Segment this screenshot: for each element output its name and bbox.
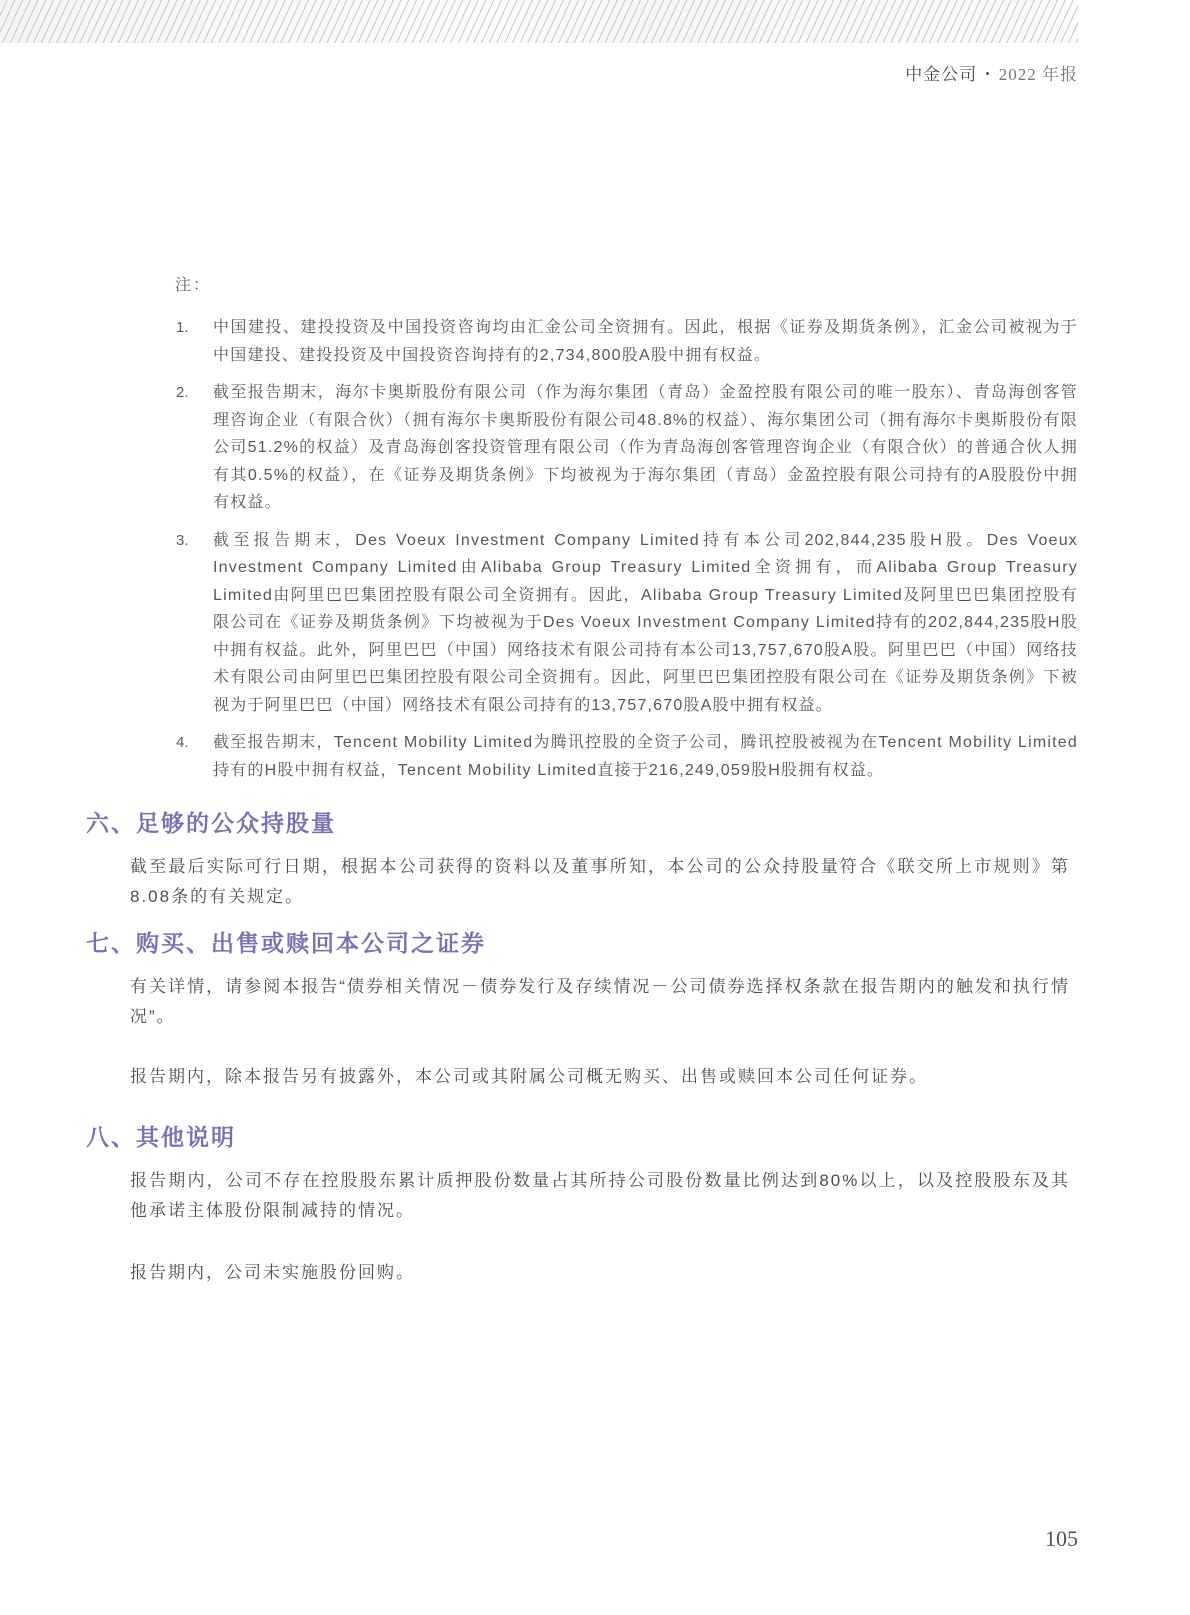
section-paragraph: 报告期内，公司未实施股份回购。 (130, 1263, 415, 1282)
section-heading-8: 八、其他说明 (86, 1124, 236, 1150)
section-paragraph: 报告期内，除本报告另有披露外，本公司或其附属公司概无购买、出售或赎回本公司任何证券。 (130, 1067, 928, 1086)
company-name: 中金公司 (905, 65, 978, 84)
page-number: 105 (1045, 1526, 1078, 1551)
notes-block (86, 276, 1078, 784)
section-heading-6: 六、足够的公众持股量 (86, 810, 336, 836)
note-item-4 (86, 729, 1078, 784)
header-bullet: • (985, 66, 991, 81)
note-number: 3. (176, 531, 189, 549)
note-item-1 (86, 314, 1078, 369)
report-edition: 2022 年报 (998, 65, 1078, 84)
note-text: 截至报告期末，海尔卡奥斯股份有限公司（作为海尔集团（青岛）金盈控股有限公司的唯一股东）、青岛海创客管理咨询企业（有限合伙）（拥有海尔卡奥斯股份有限公司48.8%的权益）、海尔集团公司（拥有海尔卡奥斯股份有限公司51.2%的权益）及青岛海创客投资管理有限公司（作为青岛海创客管理咨询企业（有限合伙）的普通合伙人拥有其0.5%的权益），在《证券及期货条例》下均被视为于海尔集团（青岛）金盈控股有限公司持有的A股股份中拥有权益。 (213, 384, 1078, 511)
note-text: 截至报告期末，Tencent Mobility Limited为腾讯控股的全资子公司，腾讯控股被视为在Tencent Mobility Limited持有的H股中拥有权益，Tencent Mobility Limited直接于216,249,059股H股拥有权益。 (213, 734, 1078, 779)
section-other-notes (86, 1122, 1078, 1288)
note-item-2 (86, 379, 1078, 517)
notes-label: 注： (175, 277, 212, 294)
note-text: 中国建投、建投投资及中国投资咨询均由汇金公司全资拥有。因此，根据《证券及期货条例》，汇金公司被视为于中国建投、建投投资及中国投资咨询持有的2,734,800股A股中拥有权益。 (213, 319, 1078, 364)
page-header (905, 60, 1078, 85)
main-content (86, 276, 1078, 1288)
section-heading-7: 七、购买、出售或赎回本公司之证券 (86, 930, 486, 956)
note-item-3 (86, 527, 1078, 720)
section-paragraph: 报告期内，公司不存在控股股东累计质押股份数量占其所持公司股份数量比例达到80%以上，以及控股股东及其他承诺主体股份限制减持的情况。 (130, 1171, 1070, 1220)
hatched-banner (0, 0, 1078, 43)
section-sufficient-public-float (86, 808, 1078, 912)
section-paragraph: 截至最后实际可行日期，根据本公司获得的资料以及董事所知，本公司的公众持股量符合《联交所上市规则》第8.08条的有关规定。 (130, 857, 1070, 906)
note-text: 截至报告期末，Des Voeux Investment Company Limited持有本公司202,844,235股H股。Des Voeux Investment Company Limited由Alibaba Group Treasury Limited全资拥有，而Alibaba Group Treasury Limited由阿里巴巴集团控股有限公司全资拥有。因此，Alibaba Group Treasury Limited及阿里巴巴集团控股有限公司在《证券及期货条例》下均被视为于Des Voeux Investment Company Limited持有的202,844,235股H股中拥有权益。此外，阿里巴巴（中国）网络技术有限公司持有本公司13,757,670股A股。阿里巴巴（中国）网络技术有限公司由阿里巴巴集团控股有限公司全资拥有。因此，阿里巴巴集团控股有限公司在《证券及期货条例》下被视为于阿里巴巴（中国）网络技术有限公司持有的13,757,670股A股中拥有权益。 (213, 531, 1078, 714)
note-number: 4. (176, 734, 189, 751)
section-purchase-sale-redemption (86, 928, 1078, 1092)
note-number: 1. (176, 319, 189, 336)
note-number: 2. (176, 384, 189, 401)
section-paragraph: 有关详情，请参阅本报告“债券相关情况－债券发行及存续情况－公司债券选择权条款在报告期内的触发和执行情况”。 (130, 977, 1070, 1026)
